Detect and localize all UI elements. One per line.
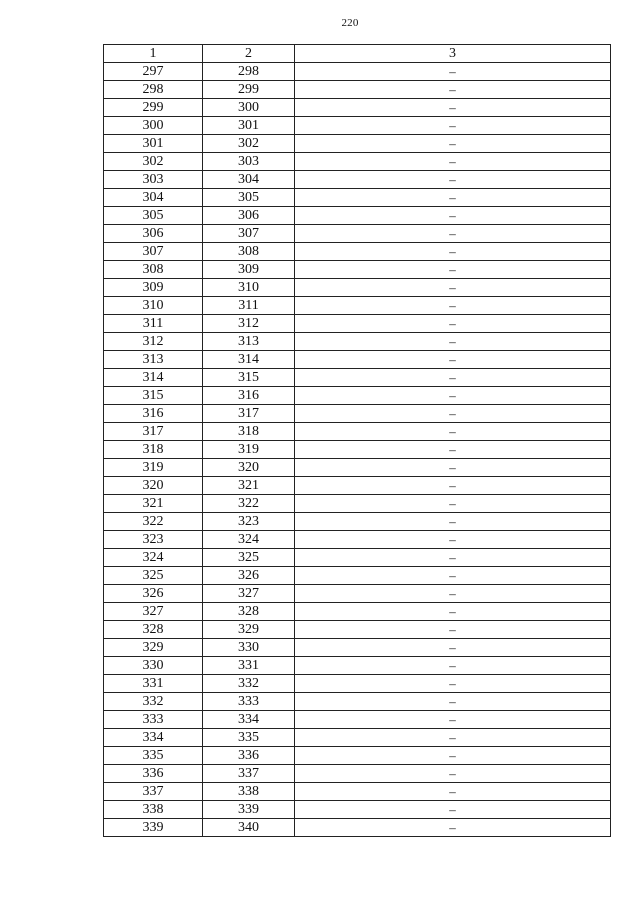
table-cell-col-3: –: [295, 531, 611, 549]
table-cell-col-1: 311: [104, 315, 203, 333]
table-row: [104, 243, 611, 261]
table-cell-col-1: 317: [104, 423, 203, 441]
table-cell-col-2: 311: [203, 297, 295, 315]
table-cell-col-1: 313: [104, 351, 203, 369]
table-cell-col-2: 312: [203, 315, 295, 333]
table-cell-col-3: –: [295, 801, 611, 819]
table-row: [104, 585, 611, 603]
table-row: [104, 297, 611, 315]
table-cell-col-2: 340: [203, 819, 295, 837]
table-cell-col-2: 301: [203, 117, 295, 135]
table-header: [104, 45, 611, 63]
table-cell-col-3: –: [295, 621, 611, 639]
table-row: [104, 351, 611, 369]
table-cell-col-2: 313: [203, 333, 295, 351]
table-row: [104, 621, 611, 639]
table-cell-col-2: 319: [203, 441, 295, 459]
table-cell-col-1: 320: [104, 477, 203, 495]
table-row: [104, 693, 611, 711]
table-row: [104, 675, 611, 693]
table-row: [104, 333, 611, 351]
table-cell-col-1: 325: [104, 567, 203, 585]
table-cell-col-2: 327: [203, 585, 295, 603]
table-cell-col-1: 309: [104, 279, 203, 297]
table-cell-col-3: –: [295, 297, 611, 315]
table-cell-col-3: –: [295, 711, 611, 729]
table-cell-col-3: –: [295, 729, 611, 747]
table-cell-col-3: –: [295, 153, 611, 171]
table-cell-col-1: 332: [104, 693, 203, 711]
table-cell-col-2: 303: [203, 153, 295, 171]
table-cell-col-2: 299: [203, 81, 295, 99]
table-cell-col-3: –: [295, 639, 611, 657]
table-cell-col-1: 301: [104, 135, 203, 153]
table-cell-col-2: 328: [203, 603, 295, 621]
table-cell-col-1: 315: [104, 387, 203, 405]
table-cell-col-1: 312: [104, 333, 203, 351]
table-cell-col-2: 317: [203, 405, 295, 423]
table-cell-col-2: 320: [203, 459, 295, 477]
table-row: [104, 783, 611, 801]
table-cell-col-3: –: [295, 315, 611, 333]
table-row: [104, 567, 611, 585]
table-row: [104, 153, 611, 171]
table-cell-col-2: 307: [203, 225, 295, 243]
table-cell-col-1: 307: [104, 243, 203, 261]
table-cell-col-3: –: [295, 765, 611, 783]
table-cell-col-2: 338: [203, 783, 295, 801]
table-row: [104, 387, 611, 405]
table-cell-col-3: –: [295, 387, 611, 405]
column-header-2: 2: [203, 45, 295, 63]
table-cell-col-3: –: [295, 261, 611, 279]
table-cell-col-1: 336: [104, 765, 203, 783]
table-row: [104, 369, 611, 387]
table-cell-col-1: 322: [104, 513, 203, 531]
table-cell-col-2: 305: [203, 189, 295, 207]
table-cell-col-2: 324: [203, 531, 295, 549]
table-cell-col-1: 321: [104, 495, 203, 513]
table-cell-col-1: 337: [104, 783, 203, 801]
column-header-1: 1: [104, 45, 203, 63]
table-cell-col-2: 314: [203, 351, 295, 369]
table-cell-col-3: –: [295, 333, 611, 351]
table-row: [104, 315, 611, 333]
table-cell-col-1: 329: [104, 639, 203, 657]
table-row: [104, 459, 611, 477]
page-number: 220: [341, 17, 359, 29]
table-cell-col-1: 303: [104, 171, 203, 189]
table-cell-col-1: 323: [104, 531, 203, 549]
table-cell-col-3: –: [295, 747, 611, 765]
table-row: [104, 495, 611, 513]
table-cell-col-2: 304: [203, 171, 295, 189]
table-row: [104, 171, 611, 189]
table-cell-col-3: –: [295, 63, 611, 81]
table-row: [104, 81, 611, 99]
table-cell-col-1: 297: [104, 63, 203, 81]
table-cell-col-1: 314: [104, 369, 203, 387]
table-cell-col-1: 338: [104, 801, 203, 819]
table-cell-col-3: –: [295, 657, 611, 675]
table-row: [104, 639, 611, 657]
table-cell-col-2: 334: [203, 711, 295, 729]
table-cell-col-3: –: [295, 171, 611, 189]
table-cell-col-2: 337: [203, 765, 295, 783]
table-cell-col-3: –: [295, 495, 611, 513]
table-row: [104, 225, 611, 243]
table-cell-col-1: 334: [104, 729, 203, 747]
table-cell-col-1: 304: [104, 189, 203, 207]
table-cell-col-2: 306: [203, 207, 295, 225]
table-cell-col-3: –: [295, 225, 611, 243]
table-cell-col-3: –: [295, 819, 611, 837]
table-cell-col-1: 316: [104, 405, 203, 423]
table-cell-col-1: 306: [104, 225, 203, 243]
table-row: [104, 729, 611, 747]
table-cell-col-2: 309: [203, 261, 295, 279]
table-cell-col-3: –: [295, 423, 611, 441]
table-cell-col-3: –: [295, 117, 611, 135]
table-cell-col-1: 298: [104, 81, 203, 99]
table-cell-col-3: –: [295, 189, 611, 207]
table-cell-col-3: –: [295, 279, 611, 297]
table-cell-col-3: –: [295, 243, 611, 261]
table-cell-col-2: 298: [203, 63, 295, 81]
table-row: [104, 135, 611, 153]
table-cell-col-2: 321: [203, 477, 295, 495]
table-row: [104, 405, 611, 423]
table-cell-col-2: 331: [203, 657, 295, 675]
table-row: [104, 279, 611, 297]
table-row: [104, 99, 611, 117]
table-cell-col-3: –: [295, 351, 611, 369]
table-cell-col-2: 333: [203, 693, 295, 711]
table-row: [104, 531, 611, 549]
table-row: [104, 477, 611, 495]
table-cell-col-3: –: [295, 369, 611, 387]
table-cell-col-2: 300: [203, 99, 295, 117]
table-row: [104, 261, 611, 279]
table-row: [104, 549, 611, 567]
table-cell-col-1: 324: [104, 549, 203, 567]
table-row: [104, 189, 611, 207]
table-cell-col-1: 308: [104, 261, 203, 279]
table-cell-col-1: 300: [104, 117, 203, 135]
table-row: [104, 819, 611, 837]
table-cell-col-3: –: [295, 567, 611, 585]
table-cell-col-2: 326: [203, 567, 295, 585]
table-cell-col-1: 302: [104, 153, 203, 171]
table-cell-col-3: –: [295, 585, 611, 603]
table-row: [104, 711, 611, 729]
table-cell-col-1: 339: [104, 819, 203, 837]
table-cell-col-3: –: [295, 135, 611, 153]
table-cell-col-2: 315: [203, 369, 295, 387]
table-cell-col-1: 333: [104, 711, 203, 729]
table-cell-col-3: –: [295, 675, 611, 693]
data-table: [103, 44, 611, 837]
table-cell-col-1: 310: [104, 297, 203, 315]
table-cell-col-1: 326: [104, 585, 203, 603]
table-row: [104, 657, 611, 675]
table-row: [104, 117, 611, 135]
table-cell-col-1: 299: [104, 99, 203, 117]
table-row: [104, 603, 611, 621]
table-cell-col-2: 325: [203, 549, 295, 567]
table-cell-col-1: 328: [104, 621, 203, 639]
column-header-3: 3: [295, 45, 611, 63]
table-cell-col-3: –: [295, 783, 611, 801]
table-row: [104, 513, 611, 531]
table-cell-col-1: 305: [104, 207, 203, 225]
table-cell-col-2: 323: [203, 513, 295, 531]
table-cell-col-2: 308: [203, 243, 295, 261]
table-cell-col-1: 318: [104, 441, 203, 459]
table-cell-col-3: –: [295, 513, 611, 531]
table-cell-col-2: 316: [203, 387, 295, 405]
table-row: [104, 765, 611, 783]
table-cell-col-3: –: [295, 441, 611, 459]
table-cell-col-2: 310: [203, 279, 295, 297]
table-cell-col-2: 339: [203, 801, 295, 819]
table-cell-col-2: 330: [203, 639, 295, 657]
table-cell-col-3: –: [295, 693, 611, 711]
table-cell-col-3: –: [295, 81, 611, 99]
table-cell-col-2: 302: [203, 135, 295, 153]
table-row: [104, 747, 611, 765]
table-body: [104, 63, 611, 837]
table-cell-col-3: –: [295, 99, 611, 117]
table-cell-col-1: 331: [104, 675, 203, 693]
table-row: [104, 441, 611, 459]
table-cell-col-2: 335: [203, 729, 295, 747]
table-row: [104, 801, 611, 819]
table-cell-col-2: 332: [203, 675, 295, 693]
table-cell-col-3: –: [295, 603, 611, 621]
table-cell-col-2: 318: [203, 423, 295, 441]
table-cell-col-1: 330: [104, 657, 203, 675]
table-cell-col-3: –: [295, 549, 611, 567]
table-cell-col-2: 329: [203, 621, 295, 639]
table-row: [104, 207, 611, 225]
table-cell-col-2: 322: [203, 495, 295, 513]
table-cell-col-1: 335: [104, 747, 203, 765]
table-cell-col-3: –: [295, 459, 611, 477]
table-row: [104, 423, 611, 441]
table-cell-col-2: 336: [203, 747, 295, 765]
table-cell-col-3: –: [295, 207, 611, 225]
table-row: [104, 63, 611, 81]
table-cell-col-1: 327: [104, 603, 203, 621]
header-row: [104, 45, 611, 63]
table-cell-col-1: 319: [104, 459, 203, 477]
table-cell-col-3: –: [295, 477, 611, 495]
table-cell-col-3: –: [295, 405, 611, 423]
